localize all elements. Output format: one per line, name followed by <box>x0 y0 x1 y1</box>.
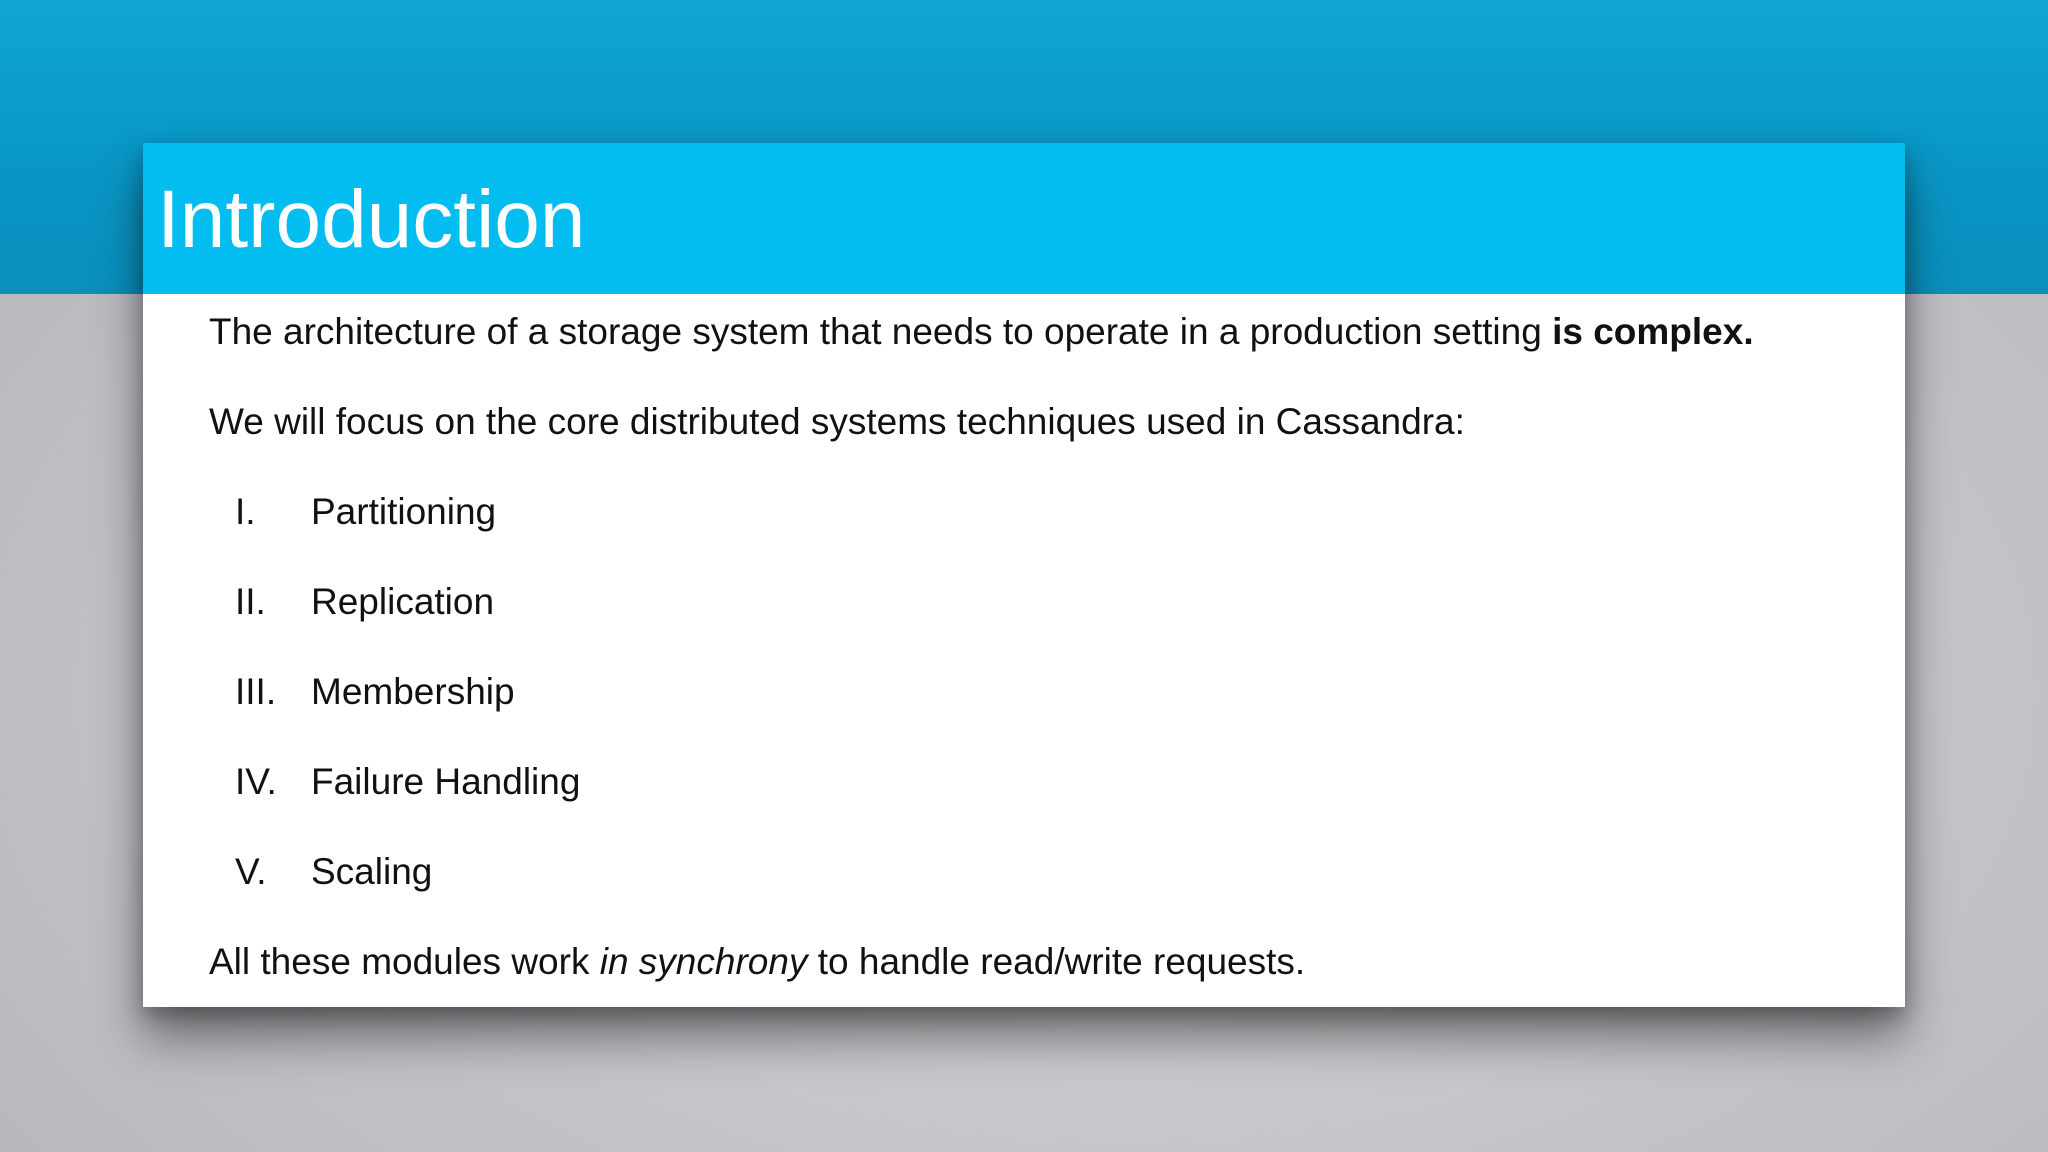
closing-text-start: All these modules work <box>209 941 590 982</box>
slide-title: Introduction <box>157 174 586 265</box>
list-item-numeral: III. <box>235 671 277 712</box>
list-item-label: Replication <box>311 581 495 622</box>
focus-paragraph: We will focus on the core distributed systems techniques used in Cassandra: <box>209 401 1465 442</box>
title-bar <box>143 143 1905 294</box>
closing-paragraph <box>209 943 1305 980</box>
intro-paragraph <box>209 313 1754 350</box>
closing-text-end: to handle read/write requests. <box>817 941 1306 982</box>
list-item <box>235 853 432 890</box>
list-item <box>235 763 580 800</box>
list-item-label: Failure Handling <box>311 761 581 802</box>
slide <box>143 143 1905 1007</box>
list-item-label: Scaling <box>311 851 433 892</box>
list-item-numeral: I. <box>235 491 256 532</box>
list-item-label: Partitioning <box>311 491 497 532</box>
list-item-numeral: V. <box>235 851 267 892</box>
list-item <box>235 673 515 710</box>
list-item-label: Membership <box>311 671 515 712</box>
intro-bold-text: is complex. <box>1552 311 1754 352</box>
list-item <box>235 493 496 530</box>
closing-italic-text: in synchrony <box>599 941 808 982</box>
list-item-numeral: IV. <box>235 761 277 802</box>
intro-text: The architecture of a storage system that needs to operate in a production setting <box>209 311 1542 352</box>
list-item-numeral: II. <box>235 581 266 622</box>
list-item <box>235 583 494 620</box>
